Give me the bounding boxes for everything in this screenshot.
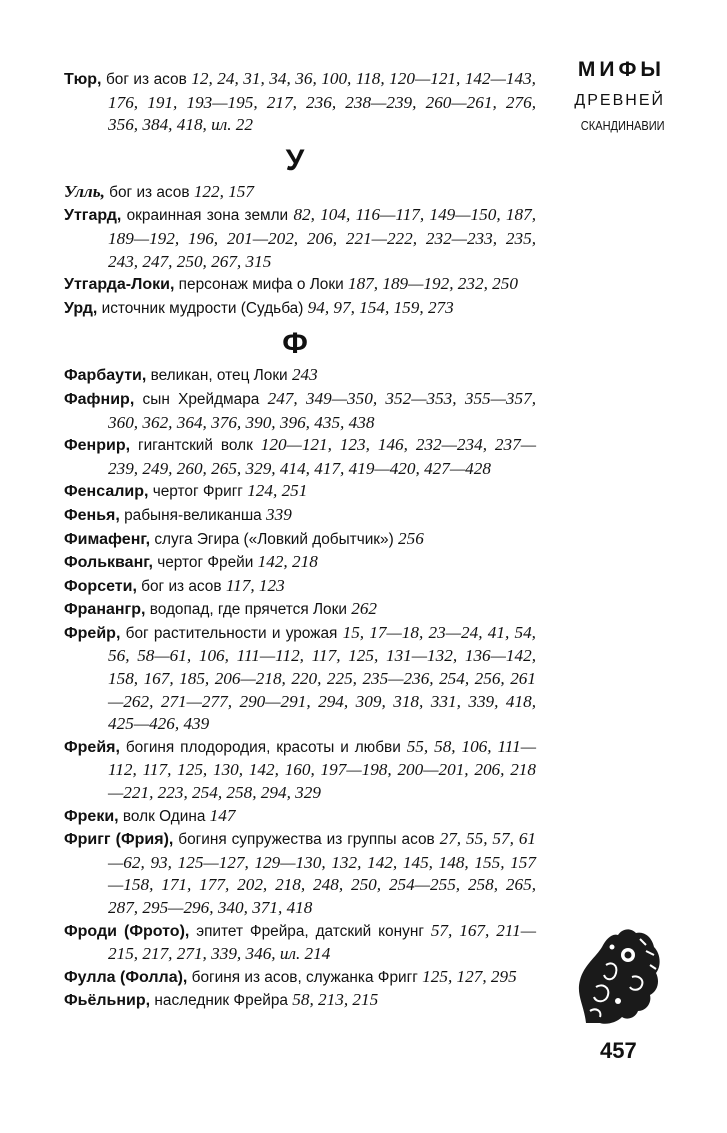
- entry-description: чертог Фригг: [148, 483, 248, 501]
- entry-headword: Фарбаути,: [64, 367, 147, 385]
- entry-description: окраинная зона земли: [121, 207, 294, 225]
- entry-description: бог из асов: [104, 183, 194, 201]
- index-entry: [64, 388, 536, 434]
- entry-headword: Фулла (Фолла),: [64, 968, 188, 986]
- entry-description: источник мудрости (Судьба): [97, 299, 308, 317]
- entry-page-refs: 57, 167, 211—215, 217, 271, 339, 346, ил. 214: [108, 920, 536, 964]
- running-head-subtitle: ДРЕВНЕЙ: [574, 92, 665, 109]
- entry-page-refs: 147: [209, 805, 236, 825]
- entry-headword: Фолькванг,: [64, 554, 153, 572]
- entry-page-refs: 122, 157: [193, 181, 254, 201]
- entry-description: рабыня-великанша: [119, 506, 267, 524]
- entry-description: богиня супружества из группы асов: [173, 831, 440, 849]
- index-entry: [64, 204, 536, 273]
- entry-page-refs: 256: [398, 528, 424, 548]
- entry-headword: Фимафенг,: [64, 530, 151, 548]
- index-entry: [64, 181, 536, 205]
- entry-description: чертог Фрейи: [152, 554, 258, 572]
- index-entry: [64, 273, 536, 297]
- entry-description: эпитет Фрейра, датский конунг: [189, 922, 431, 940]
- page-number: 457: [600, 1038, 637, 1063]
- entry-page-refs: 117, 123: [225, 575, 285, 595]
- entry-headword: Улль,: [64, 181, 105, 201]
- entry-page-refs: 82, 104, 116—117, 149—150, 187, 189—192, 196, 201—202, 206, 221—222, 232—233, 235, 243, 247, 250, 267, 315: [108, 205, 536, 271]
- index-entry: [64, 575, 536, 599]
- entry-headword: Фригг (Фрия),: [64, 831, 174, 849]
- entry-description: слуга Эгира («Ловкий добытчик»): [150, 530, 399, 548]
- entry-headword: Утгард,: [64, 207, 122, 225]
- entry-headword: Форсети,: [64, 577, 137, 595]
- entry-page-refs: 142, 218: [257, 552, 318, 572]
- entry-page-refs: 58, 213, 215: [292, 990, 379, 1010]
- entry-headword: Фрейя,: [64, 738, 120, 756]
- running-head-title: МИФЫ: [577, 58, 665, 81]
- entry-description: персонаж мифа о Локи: [174, 276, 348, 294]
- index-entry: [64, 622, 536, 736]
- entry-headword: Урд,: [64, 299, 98, 317]
- section-letter: Ф: [282, 327, 308, 361]
- index-entry: [64, 828, 536, 919]
- entry-description: волк Одина: [118, 807, 210, 825]
- entry-headword: Фенрир,: [64, 437, 131, 455]
- index-entry: [64, 736, 536, 805]
- entry-page-refs: 262: [351, 599, 377, 619]
- entry-headword: Фреки,: [64, 807, 119, 825]
- entry-page-refs: 27, 55, 57, 61—62, 93, 125—127, 129—130, 132, 142, 145, 148, 155, 157—158, 171, 177, 202, 218, 248, 250, 254—255, 258, 265, 287, 295—296, 340, 371, 418: [108, 829, 536, 917]
- entry-description: наследник Фрейра: [150, 992, 293, 1010]
- entry-headword: Фенсалир,: [64, 483, 149, 501]
- index-entry: [64, 966, 536, 990]
- index-entry: [64, 504, 536, 528]
- entry-description: водопад, где прячется Локи: [145, 601, 352, 619]
- entry-page-refs: 247, 349—350, 352—353, 355—357, 360, 362, 364, 376, 390, 396, 435, 438: [108, 388, 536, 432]
- entry-page-refs: 120—121, 123, 146, 232—234, 237—239, 249, 260, 265, 329, 414, 417, 419—420, 427—428: [108, 435, 536, 478]
- index-entry: [64, 920, 536, 966]
- index-column: [64, 68, 536, 1013]
- entry-page-refs: 124, 251: [247, 481, 308, 501]
- entry-description: богиня плодородия, красоты и любви: [119, 738, 407, 756]
- index-entry: [64, 551, 536, 575]
- index-entry: [64, 598, 536, 622]
- entry-page-refs: 12, 24, 31, 34, 36, 100, 118, 120—121, 142—143, 176, 191, 193—195, 217, 236, 238—239, 260—261, 276, 356, 384, 418, ил. 22: [108, 69, 536, 135]
- entry-page-refs: 94, 97, 154, 159, 273: [307, 297, 454, 317]
- entry-headword: Фрейр,: [64, 624, 121, 642]
- index-entry: [64, 989, 536, 1013]
- dragon-head-icon: [566, 925, 666, 1025]
- index-entry: [64, 68, 536, 137]
- entry-description: бог из асов: [101, 71, 192, 88]
- index-entry: [64, 528, 536, 552]
- entry-headword: Фьёльнир,: [64, 992, 151, 1010]
- entry-page-refs: 187, 189—192, 232, 250: [347, 274, 518, 294]
- entry-headword: Фроди (Фрото),: [64, 922, 190, 940]
- index-entry: [64, 805, 536, 829]
- entry-description: гигантский волк: [130, 437, 261, 455]
- running-head-region: СКАНДИНАВИИ: [581, 118, 665, 133]
- entry-page-refs: 243: [291, 365, 318, 385]
- entry-headword: Тюр,: [64, 71, 102, 88]
- entry-page-refs: 15, 17—18, 23—24, 41, 54, 56, 58—61, 106, 111—112, 117, 125, 131—132, 136—142, 158, 167, 185, 206—218, 220, 225, 235—236, 254, 256, 261—262, 271—277, 290—291, 294, 309, 318, 331, 339, 418, 425—426, 439: [108, 622, 536, 734]
- running-head: [566, 56, 665, 136]
- entry-headword: Фенья,: [64, 506, 120, 524]
- entry-description: бог из асов: [136, 577, 226, 595]
- entry-description: бог растительности и урожая: [120, 624, 343, 642]
- entry-description: богиня из асов, служанка Фригг: [187, 968, 423, 986]
- entry-page-refs: 55, 58, 106, 111—112, 117, 125, 130, 142, 160, 197—198, 200—201, 206, 218—221, 223, 254, 258, 294, 329: [108, 736, 536, 803]
- entry-description: сын Хрейдмара: [134, 390, 268, 408]
- entry-headword: Утгарда-Локи,: [64, 276, 175, 294]
- index-entry: [64, 480, 536, 504]
- entry-headword: Франангр,: [64, 601, 146, 619]
- entry-page-refs: 125, 127, 295: [422, 966, 517, 986]
- index-entry: [64, 297, 536, 321]
- section-letter: У: [285, 143, 305, 177]
- index-entry: [64, 364, 536, 388]
- index-entry: [64, 434, 536, 480]
- entry-headword: Фафнир,: [64, 390, 135, 408]
- entry-description: великан, отец Локи: [146, 367, 292, 385]
- entry-page-refs: 339: [266, 504, 292, 524]
